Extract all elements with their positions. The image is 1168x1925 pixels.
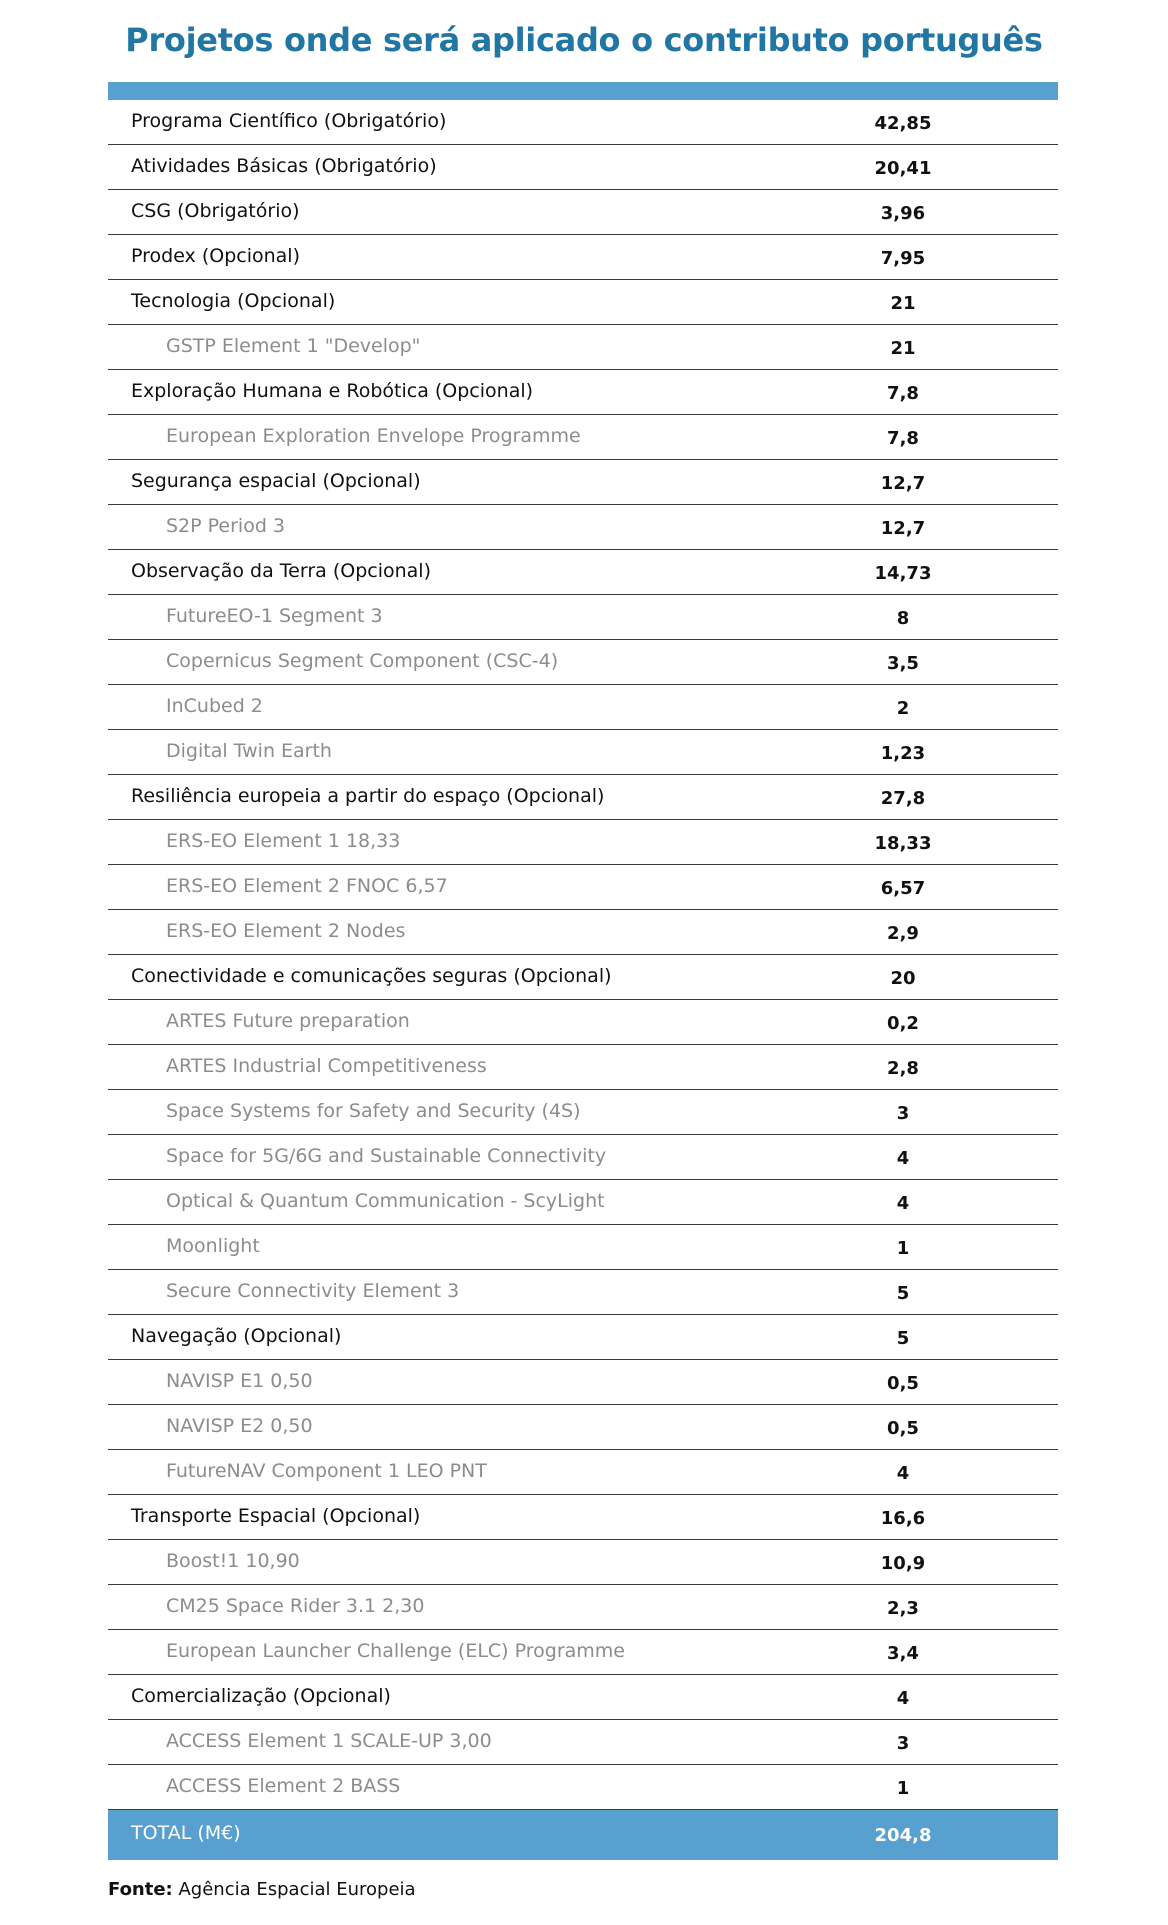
row-label: Conectividade e comunicações seguras (Opcional) [131,965,612,987]
row-label: Transporte Espacial (Opcional) [131,1505,421,1527]
row-label: Boost!1 10,90 [166,1550,300,1572]
row-label: CSG (Obrigatório) [131,200,300,222]
row-value: 4 [896,1463,910,1484]
row-label: Space for 5G/6G and Sustainable Connectivity [166,1145,607,1167]
row-value: 7,8 [887,383,919,404]
table-row-category [108,460,1058,505]
row-value: 3 [896,1733,910,1754]
table-row-category [108,955,1058,1000]
table-row-category [108,235,1058,280]
row-label: Copernicus Segment Component (CSC-4) [166,650,559,672]
row-label: FutureEO-1 Segment 3 [166,605,383,627]
table-row-category [108,1675,1058,1720]
row-label: InCubed 2 [166,695,263,717]
row-label: Exploração Humana e Robótica (Opcional) [131,380,534,402]
row-label: Moonlight [166,1235,260,1257]
source-text: Agência Espacial Europeia [172,1879,416,1900]
row-value: 3,5 [887,653,919,674]
total-label: TOTAL (M€) [131,1822,241,1844]
row-label: FutureNAV Component 1 LEO PNT [166,1460,487,1482]
source-note [108,1878,416,1902]
row-label: Programa Científico (Obrigatório) [131,110,447,132]
row-value: 20 [890,968,916,989]
row-value: 3,96 [880,203,926,224]
row-label: Space Systems for Safety and Security (4S) [166,1100,581,1122]
row-value: 42,85 [874,113,932,134]
row-label: Atividades Básicas (Obrigatório) [131,155,437,177]
table-row-subitem [108,1540,1058,1585]
table-row-subitem [108,1720,1058,1765]
table-row-category [108,1495,1058,1540]
row-value: 27,8 [880,788,926,809]
row-value: 0,5 [887,1418,919,1439]
table-row-category [108,280,1058,325]
table-row-subitem [108,1360,1058,1405]
table-row-subitem [108,1180,1058,1225]
table-row-subitem [108,1090,1058,1135]
row-value: 12,7 [880,518,926,539]
projects-table [108,82,1058,1860]
row-label: Tecnologia (Opcional) [131,290,336,312]
table-row-subitem [108,1270,1058,1315]
row-value: 4 [896,1193,910,1214]
table-row-category [108,145,1058,190]
row-label: European Exploration Envelope Programme [166,425,581,447]
row-value: 2,9 [887,923,919,944]
row-value: 16,6 [880,1508,926,1529]
row-label: Navegação (Opcional) [131,1325,342,1347]
row-label: ERS-EO Element 2 FNOC 6,57 [166,875,448,897]
total-value: 204,8 [874,1825,932,1846]
row-value: 12,7 [880,473,926,494]
table-row-subitem [108,505,1058,550]
row-value: 4 [896,1688,910,1709]
row-label: ERS-EO Element 1 18,33 [166,830,401,852]
table-row-subitem [108,1585,1058,1630]
row-value: 2 [896,698,910,719]
row-value: 6,57 [880,878,926,899]
table-row-subitem [108,325,1058,370]
table-row-subitem [108,1630,1058,1675]
row-label: Segurança espacial (Opcional) [131,470,421,492]
row-value: 20,41 [874,158,932,179]
table-row-category [108,100,1058,145]
table-row-subitem [108,1765,1058,1810]
table-body [108,100,1058,1810]
row-value: 18,33 [874,833,932,854]
table-header-bar [108,82,1058,100]
row-value: 8 [896,608,910,629]
row-label: Optical & Quantum Communication - ScyLight [166,1190,605,1212]
row-value: 1,23 [880,743,926,764]
table-row-category [108,775,1058,820]
row-value: 3 [896,1103,910,1124]
row-value: 5 [896,1328,910,1349]
row-label: ARTES Future preparation [166,1010,410,1032]
table-row-subitem [108,1225,1058,1270]
row-label: ERS-EO Element 2 Nodes [166,920,406,942]
row-value: 0,2 [887,1013,919,1034]
row-value: 0,5 [887,1373,919,1394]
row-label: NAVISP E2 0,50 [166,1415,313,1437]
row-value: 3,4 [887,1643,919,1664]
table-row-subitem [108,910,1058,955]
row-label: Secure Connectivity Element 3 [166,1280,460,1302]
row-value: 1 [896,1238,910,1259]
table-row-subitem [108,820,1058,865]
table-row-subitem [108,1000,1058,1045]
table-row-subitem [108,1045,1058,1090]
page-title: Projetos onde será aplicado o contributo português [125,21,1043,59]
row-value: 2,8 [887,1058,919,1079]
row-label: ACCESS Element 1 SCALE-UP 3,00 [166,1730,492,1752]
row-value: 21 [890,338,916,359]
total-row [108,1810,1058,1860]
row-value: 1 [896,1778,910,1799]
row-label: ARTES Industrial Competitiveness [166,1055,487,1077]
row-label: European Launcher Challenge (ELC) Programme [166,1640,625,1662]
row-value: 10,9 [880,1553,926,1574]
row-value: 21 [890,293,916,314]
table-row-subitem [108,640,1058,685]
row-value: 14,73 [874,563,932,584]
table-row-subitem [108,415,1058,460]
table-row-subitem [108,730,1058,775]
table-row-subitem [108,595,1058,640]
row-value: 7,95 [880,248,926,269]
row-label: Digital Twin Earth [166,740,332,762]
table-row-category [108,550,1058,595]
table-row-subitem [108,865,1058,910]
table-row-subitem [108,685,1058,730]
row-label: Prodex (Opcional) [131,245,300,267]
table-row-subitem [108,1135,1058,1180]
table-row-category [108,370,1058,415]
row-value: 4 [896,1148,910,1169]
table-row-category [108,1315,1058,1360]
row-value: 5 [896,1283,910,1304]
row-value: 7,8 [887,428,919,449]
table-row-subitem [108,1450,1058,1495]
table-row-category [108,190,1058,235]
row-label: Observação da Terra (Opcional) [131,560,431,582]
table-row-subitem [108,1405,1058,1450]
row-label: GSTP Element 1 "Develop" [166,335,421,357]
row-value: 2,3 [887,1598,919,1619]
row-label: NAVISP E1 0,50 [166,1370,313,1392]
row-label: CM25 Space Rider 3.1 2,30 [166,1595,425,1617]
source-prefix: Fonte: [108,1879,173,1900]
row-label: S2P Period 3 [166,515,286,537]
row-label: Comercialização (Opcional) [131,1685,391,1707]
row-label: Resiliência europeia a partir do espaço (Opcional) [131,785,605,807]
row-label: ACCESS Element 2 BASS [166,1775,401,1797]
